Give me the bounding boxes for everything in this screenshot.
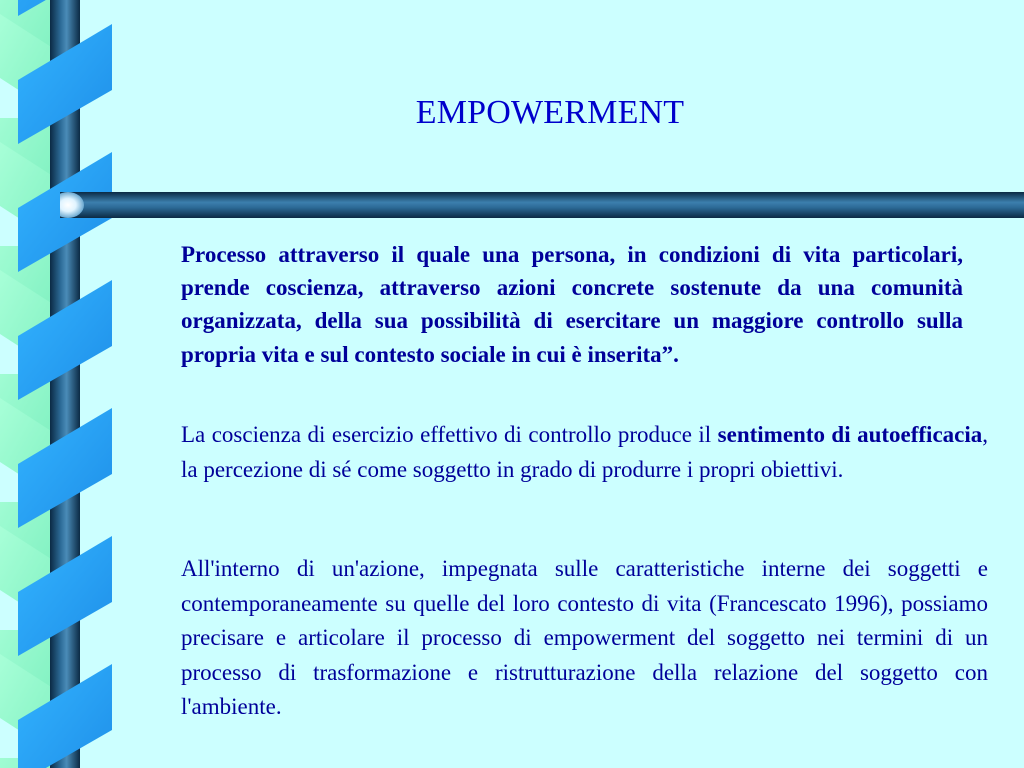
- term-autoefficacy: sentimento di autoefficacia: [717, 422, 983, 447]
- paragraph1-text-end: , la percezione di sé come soggetto in grado di produrre i propri obiettivi.: [181, 422, 988, 482]
- paragraph-autoefficacy: [181, 418, 988, 487]
- slide-title: EMPOWERMENT: [415, 94, 685, 131]
- definition-quote: Processo attraverso il quale una persona, in condizioni di vita particolari, prende coscienza, attraverso azioni concrete sostenute da una comunità organizzata, della sua possibilità di esercitare un maggiore controllo sulla propria vita e sul contesto sociale in cui è inserita”.: [181, 242, 963, 367]
- paragraph-empowerment-process: All'interno di un'azione, impegnata sulle caratteristiche interne dei soggetti e contemporaneamente su quelle del loro contesto di vita (Francescato 1996), possiamo precisare e articolare il processo di empowerment del soggetto nei termini di un processo di trasformazione e ristrutturazione della relazione del soggetto con l'ambiente.: [181, 556, 988, 719]
- ribbon-pole-decoration: [0, 0, 115, 768]
- paragraph1-text: La coscienza di esercizio effettivo di controllo produce il: [181, 422, 718, 447]
- horizontal-divider-bar: [60, 190, 1024, 220]
